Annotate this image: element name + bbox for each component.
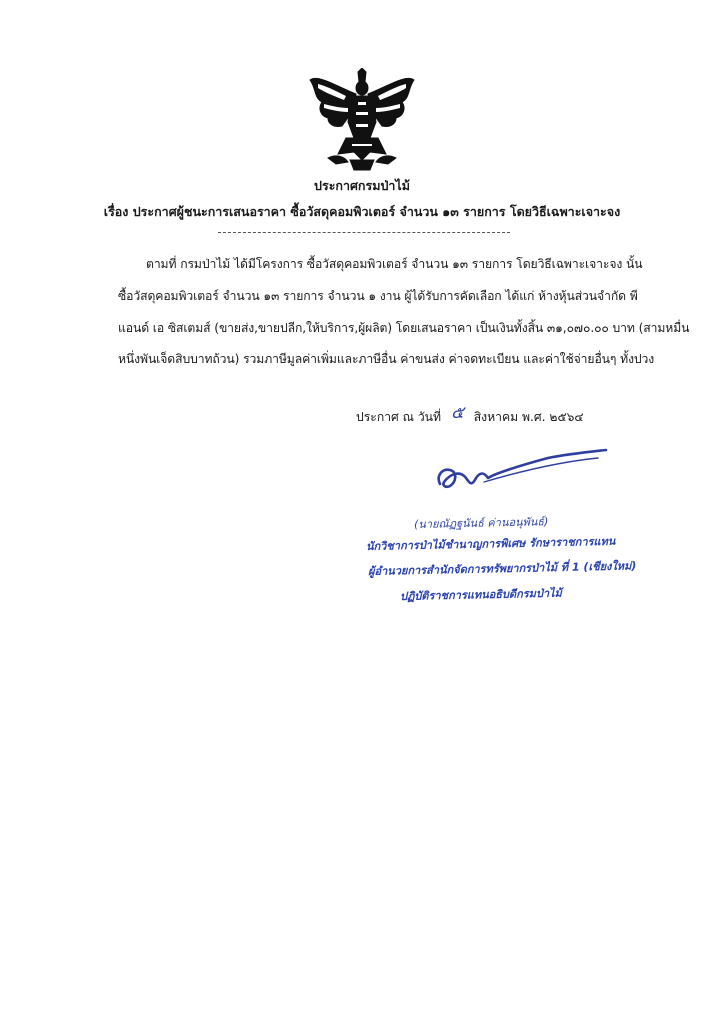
divider [218,232,510,233]
body-line-2: ซื้อวัสดุคอมพิวเตอร์ จำนวน ๑๓ รายการ จำนวน ๑ งาน ผู้ได้รับการคัดเลือก ได้แก่ ห้างหุ้นส่วนจำกัด พี [118,289,638,303]
body-line-3: แอนด์ เอ ซิสเตมส์ (ขายส่ง,ขายปลีก,ให้บริการ,ผู้ผลิต) โดยเสนอราคา เป็นเงินทั้งสิ้น ๓๑,๐๗๐.๐๐ บาท (สามหมื่น [118,321,690,335]
date-month-year: สิงหาคม พ.ศ. ๒๕๖๔ [473,410,584,424]
announcement-date [356,402,584,429]
garuda-emblem-icon [306,68,418,172]
date-prefix: ประกาศ ณ วันที่ [356,410,442,424]
signatory-position-2: ผู้อำนวยการสำนักจัดการทรัพยากรป่าไม้ ที่ 1 (เชียงใหม่) [367,559,637,578]
signatory-position-3: ปฏิบัติราชการแทนอธิบดีกรมป่าไม้ [399,586,562,603]
subject-title: เรื่อง ประกาศผู้ชนะการเสนอราคา ซื้อวัสดุคอมพิวเตอร์ จำนวน ๑๓ รายการ โดยวิธีเฉพาะเจาะจง [103,204,621,219]
body-line-4: หนึ่งพันเจ็ดสิบบาทถ้วน) รวมภาษีมูลค่าเพิ่มและภาษีอื่น ค่าขนส่ง ค่าจดทะเบียน และค่าใช้จ่ายอื่นๆ ทั้งปวง [118,352,655,366]
body-line-1: ตามที่ กรมป่าไม้ ได้มีโครงการ ซื้อวัสดุคอมพิวเตอร์ จำนวน ๑๓ รายการ โดยวิธีเฉพาะเจาะจง นั้น [146,257,643,271]
handwritten-signature [428,448,618,508]
date-day: ๕ [450,403,464,423]
issuer-title: ประกาศกรมป่าไม้ [314,178,410,193]
signatory-position-1: นักวิชาการป่าไม้ชำนาญการพิเศษ รักษาราชการแทน [365,534,616,553]
signatory-name: (นายณัฏฐนันธ์ ค่านอนุพันธ์) [413,515,549,531]
